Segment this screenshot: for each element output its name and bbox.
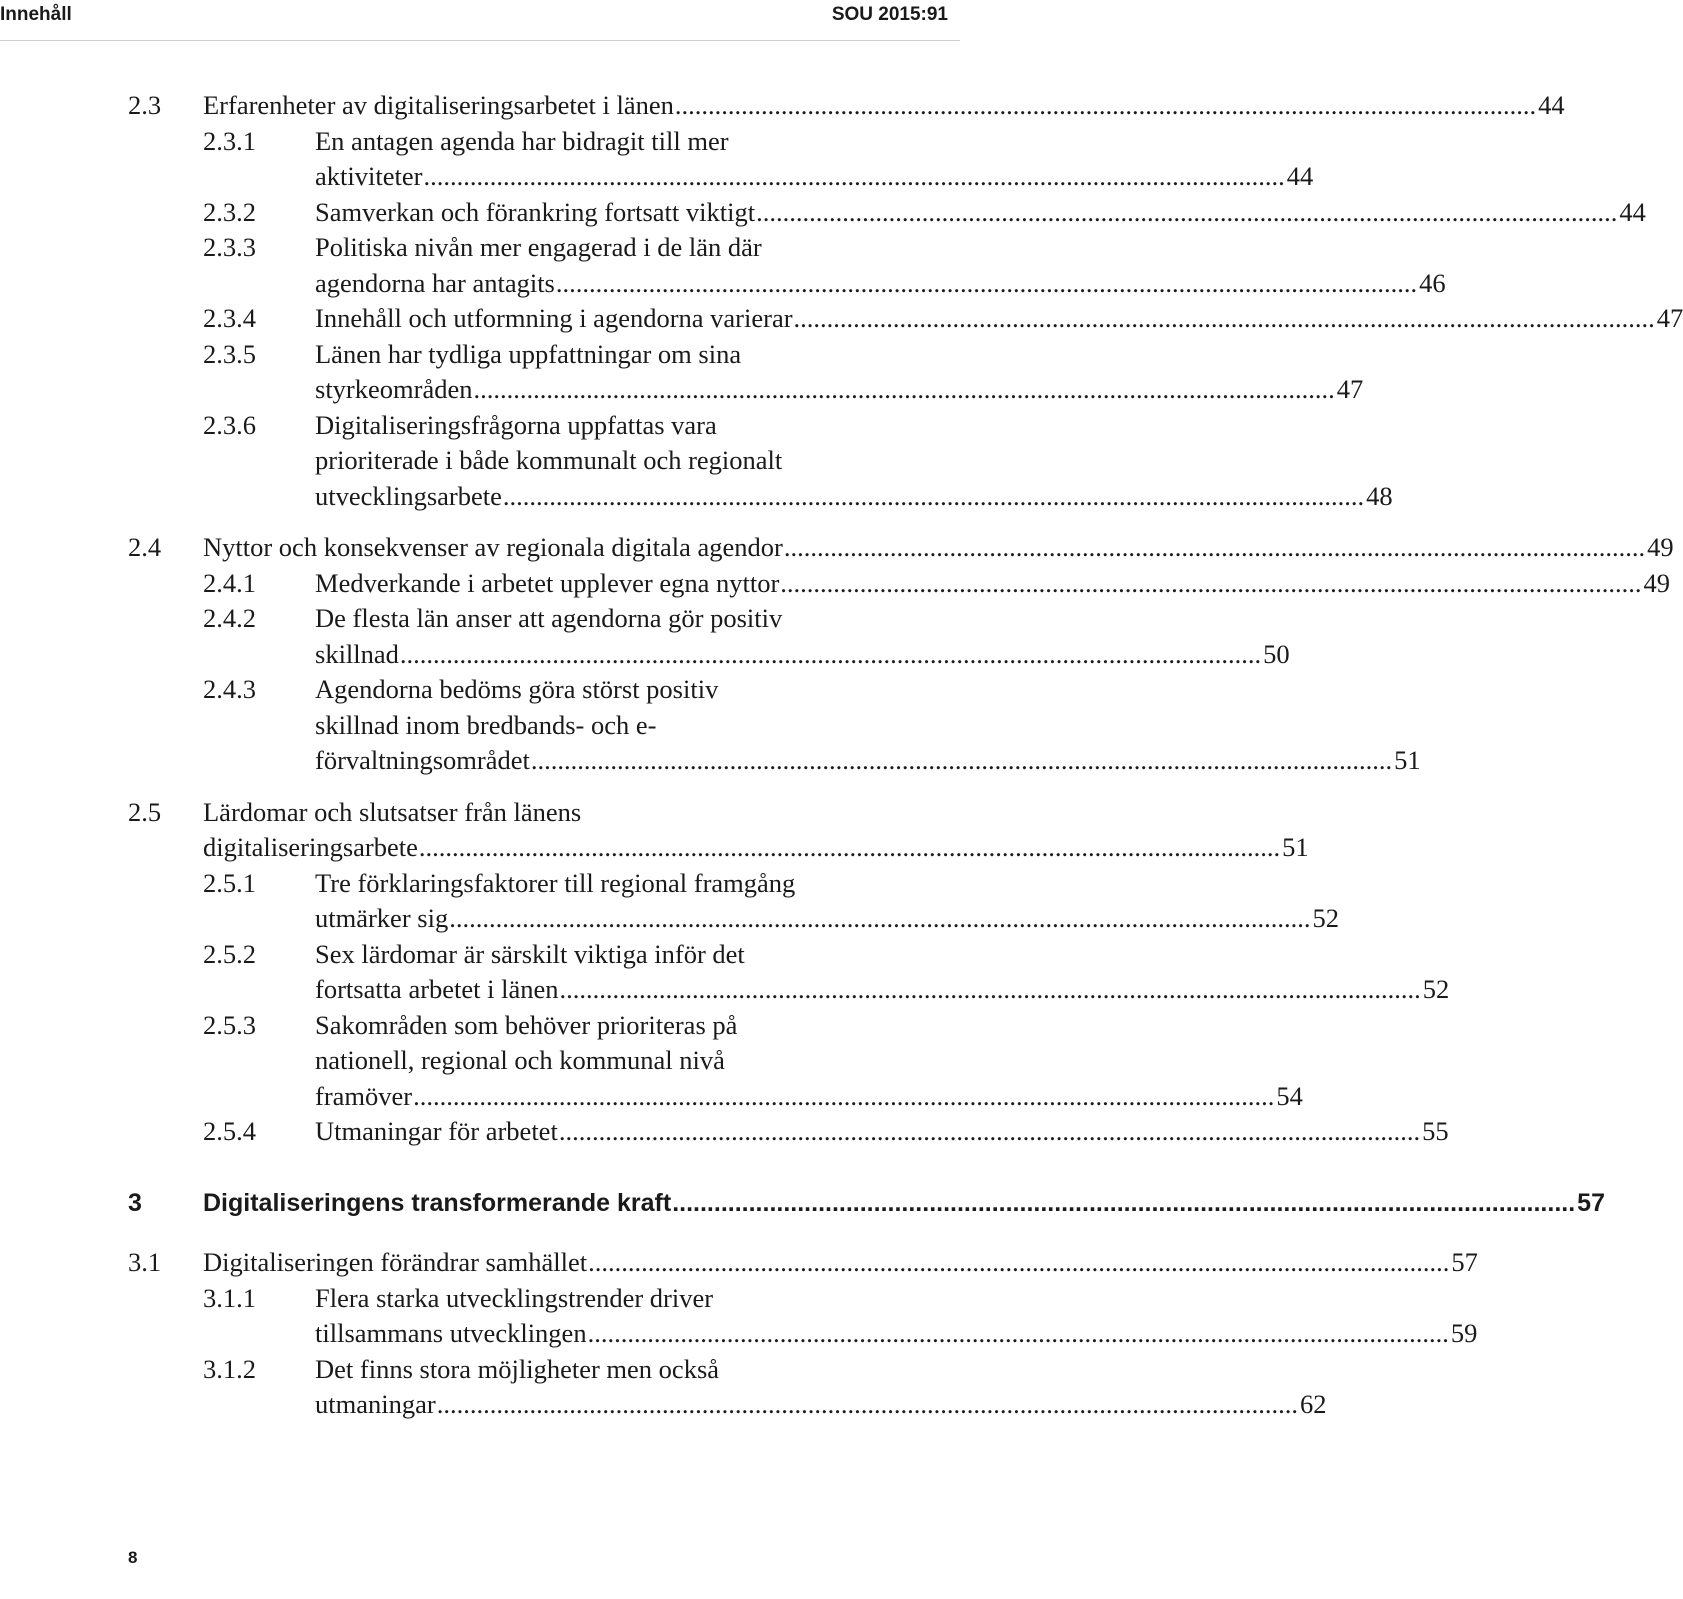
toc-entry[interactable]: 2.3.4 Innehåll och utformning i agendorna varierar .................................................................................................................................. 47 [128, 301, 941, 337]
toc-entry-title-cont: framöver [315, 1080, 413, 1111]
toc-entry-page: 51 [1394, 745, 1421, 775]
toc-entry-title: Det finns stora möjligheter men också [315, 1353, 720, 1384]
toc-entry-number: 3.1 [128, 1247, 162, 1277]
toc-entry-title: Utmaningar för arbetet [315, 1116, 558, 1146]
toc-entry-title-cont: agendorna har antagits [315, 267, 555, 298]
toc-entry-title: Länen har tydliga uppfattningar om sina [315, 338, 742, 369]
toc-entry-title-cont: utvecklingsarbete [315, 480, 502, 511]
toc-entry-title: Sex lärdomar är särskilt viktiga inför det [315, 938, 745, 969]
toc-entry-page: 52 [1422, 974, 1450, 1004]
toc-entry-number: 2.4.2 [203, 603, 256, 633]
toc-entry-title-cont: nationell, regional och kommunal nivå [315, 1045, 725, 1075]
toc-entry-page: 44 [1538, 90, 1565, 120]
toc-entry-page: 50 [1263, 638, 1290, 669]
page-number: 8 [128, 1548, 138, 1567]
toc-entry-number: 2.3.5 [203, 338, 256, 369]
toc-entry-page: 44 [1619, 196, 1646, 227]
toc-entry[interactable]: 3.1 Digitaliseringen förändrar samhället .................................................................................................................................. 57 [128, 1245, 941, 1281]
toc-entry[interactable]: 2.4.1 Medverkande i arbetet upplever egna nyttor .................................................................................................................................. 49 [128, 566, 941, 602]
toc-entry-title: Flera starka utvecklingstrender driver [315, 1282, 714, 1313]
toc-entry-page: 59 [1450, 1318, 1478, 1348]
toc-entry-number: 2.3.1 [203, 125, 256, 156]
toc-entry-title: Agendorna bedöms göra störst positiv [315, 674, 719, 704]
toc-entry-title: De flesta län anser att agendorna gör positiv [315, 603, 783, 633]
toc-entry-page: 54 [1276, 1080, 1303, 1111]
toc-entry-number: 2.4.3 [203, 674, 256, 704]
toc-entry-title-cont: aktiviteter [315, 161, 423, 191]
toc-entry-title-cont: tillsammans utvecklingen [315, 1318, 587, 1348]
toc-entry-title: Medverkande i arbetet upplever egna nyttor [315, 567, 780, 598]
toc-entry-number: 2.5.1 [203, 867, 256, 898]
header-rule [0, 40, 960, 41]
toc-entry-number: 3.1.1 [203, 1282, 256, 1313]
toc-entry-page: 55 [1422, 1116, 1449, 1146]
toc-entry[interactable]: 3.1.2 Det finns stora möjligheter men också utmaningar .................................................................................................................................. 62 [128, 1352, 941, 1423]
toc-entry[interactable]: 2.5.2 Sex lärdomar är särskilt viktiga inför det fortsatta arbetet i länen .................................................................................................................................. 52 [128, 937, 941, 1008]
toc-entry[interactable]: 2.3.5 Länen har tydliga uppfattningar om sina styrkeområden .................................................................................................................................. 47 [128, 337, 941, 408]
toc-entry-number: 2.3 [128, 90, 162, 120]
toc-chapter-entry[interactable]: 3 Digitaliseringens transformerande kraft .................................................................................................................................. 57 [128, 1186, 941, 1222]
toc-entry-title-cont: skillnad [315, 638, 399, 669]
toc-entry-title: Samverkan och förankring fortsatt viktigt [315, 196, 756, 227]
toc-entry-title-cont: prioriterade i både kommunalt och regionalt [315, 445, 783, 475]
toc-entry-number: 2.5 [128, 796, 162, 827]
toc-entry-title-cont: utmärker sig [315, 903, 449, 933]
toc-entry-title-cont: skillnad inom bredbands- och e- [315, 709, 657, 740]
toc-entry-title: Tre förklaringsfaktorer till regional framgång [315, 867, 796, 898]
toc-entry[interactable]: 2.3.6 Digitaliseringsfrågorna uppfattas vara prioriterade i både kommunalt och regionalt utvecklingsarbete .................................................................................................................................. 48 [128, 408, 941, 515]
toc-entry-page: 62 [1299, 1389, 1327, 1419]
toc-entry-page: 46 [1419, 267, 1446, 298]
toc-entry[interactable]: 2.4 Nyttor och konsekvenser av regionala digitala agendor .................................................................................................................................. 49 [128, 530, 941, 566]
toc-entry-title: Politiska nivån mer engagerad i de län där [315, 232, 762, 262]
toc-entry-title-cont: digitaliseringsarbete [203, 832, 418, 862]
table-of-contents [128, 88, 1683, 1423]
toc-entry[interactable]: 2.5 Lärdomar och slutsatser från länens digitaliseringsarbete .................................................................................................................................. 51 [128, 795, 941, 866]
toc-entry-number: 2.3.4 [203, 303, 256, 333]
toc-entry-title-cont: förvaltningsområdet [315, 745, 530, 775]
toc-entry-title-cont: styrkeområden [315, 374, 473, 404]
toc-entry[interactable]: 2.5.4 Utmaningar för arbetet .................................................................................................................................. 55 [128, 1114, 941, 1150]
toc-entry[interactable]: 3.1.1 Flera starka utvecklingstrender driver tillsammans utvecklingen .................................................................................................................................. 59 [128, 1281, 941, 1352]
toc-entry[interactable]: 2.5.1 Tre förklaringsfaktorer till regional framgång utmärker sig .................................................................................................................................. 52 [128, 866, 941, 937]
toc-entry-page: 49 [1647, 532, 1674, 562]
toc-entry-page: 47 [1336, 374, 1364, 404]
toc-entry[interactable]: 2.4.2 De flesta län anser att agendorna gör positiv skillnad .................................................................................................................................. 50 [128, 601, 941, 672]
toc-entry-page: 49 [1643, 567, 1671, 598]
toc-entry-number: 2.5.4 [203, 1116, 256, 1146]
toc-entry-title: Erfarenheter av digitaliseringsarbetet i länen [203, 90, 674, 120]
running-header-section: Innehåll [0, 4, 72, 25]
toc-entry-number: 2.3.2 [203, 196, 256, 227]
toc-entry-page: 52 [1312, 903, 1339, 933]
toc-entry-number: 2.3.6 [203, 409, 256, 440]
toc-entry-number: 2.4.1 [203, 567, 256, 598]
toc-entry-number: 2.5.2 [203, 938, 256, 969]
toc-entry[interactable]: 2.3.2 Samverkan och förankring fortsatt viktigt .................................................................................................................................. 44 [128, 195, 941, 231]
toc-entry[interactable]: 2.3 Erfarenheter av digitaliseringsarbetet i länen .................................................................................................................................. 44 [128, 88, 941, 124]
toc-entry-number: 2.4 [128, 532, 162, 562]
toc-entry-title-cont: utmaningar [315, 1389, 436, 1419]
toc-entry[interactable]: 2.5.3 Sakområden som behöver prioriteras på nationell, regional och kommunal nivå framöver .................................................................................................................................. 54 [128, 1008, 941, 1115]
toc-entry-page: 44 [1286, 161, 1314, 191]
toc-entry-title: Nyttor och konsekvenser av regionala digitala agendor [203, 532, 783, 562]
toc-entry-number: 3.1.2 [203, 1353, 256, 1384]
toc-entry-page: 57 [1577, 1188, 1605, 1217]
toc-entry-title: Sakområden som behöver prioriteras på [315, 1009, 738, 1040]
toc-entry[interactable]: 2.4.3 Agendorna bedöms göra störst positiv skillnad inom bredbands- och e- förvaltningsområdet .................................................................................................................................. 51 [128, 672, 941, 779]
toc-entry-number: 2.3.3 [203, 232, 256, 262]
toc-entry[interactable]: 2.3.1 En antagen agenda har bidragit till mer aktiviteter .................................................................................................................................. 44 [128, 124, 941, 195]
toc-entry-page: 51 [1282, 832, 1309, 862]
toc-entry-page: 57 [1451, 1247, 1478, 1277]
toc-entry-page: 47 [1656, 303, 1683, 333]
toc-entry-title: Lärdomar och slutsatser från länens [203, 796, 582, 827]
toc-entry-title: Innehåll och utformning i agendorna varierar [315, 303, 793, 333]
toc-entry-title: Digitaliseringens transformerande kraft [203, 1188, 672, 1217]
toc-entry-title-cont: fortsatta arbetet i länen [315, 974, 559, 1004]
running-header-report-id: SOU 2015:91 [831, 4, 948, 25]
toc-entry-number: 2.5.3 [203, 1009, 256, 1040]
toc-entry-page: 48 [1366, 480, 1393, 511]
toc-entry-title: En antagen agenda har bidragit till mer [315, 125, 729, 156]
toc-entry-title: Digitaliseringsfrågorna uppfattas vara [315, 409, 717, 440]
toc-entry[interactable]: 2.3.3 Politiska nivån mer engagerad i de län där agendorna har antagits .................................................................................................................................. 46 [128, 230, 941, 301]
toc-entry-title: Digitaliseringen förändrar samhället [203, 1247, 588, 1277]
toc-entry-number: 3 [128, 1188, 142, 1217]
